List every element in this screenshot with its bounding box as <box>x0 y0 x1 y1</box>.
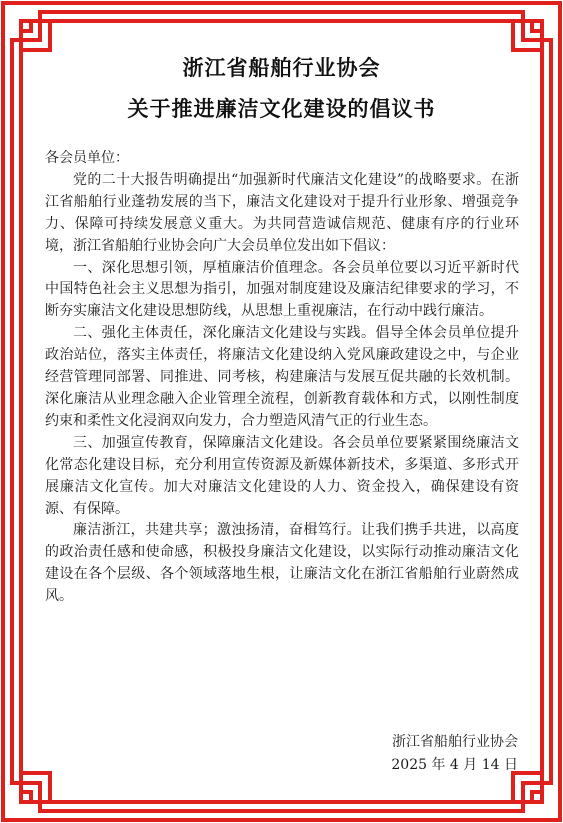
document-title-line2: 关于推进廉洁文化建设的倡议书 <box>127 96 436 121</box>
paragraph-intro: 党的二十大报告明确提出“加强新时代廉洁文化建设”的战略要求。在浙江省船舶行业蓬勃发展的当下，廉洁文化建设对于提升行业形象、增强竞争力、保障可持续发展意义重大。为共同营造诚信规范、健康有序的行业环境，浙江省船舶行业协会向广大会员单位发出如下倡议： <box>45 171 519 254</box>
paragraph-closing: 廉洁浙江，共建共享；激浊扬清，奋楫笃行。让我们携手共进，以高度的政治责任感和使命感，积极投身廉洁文化建设，以实际行动推动廉洁文化建设在各个层级、各个领域落地生根，让廉洁文化在浙江省船舶行业蔚然成风。 <box>45 522 519 605</box>
paragraph-point-3: 三、加强宣传教育，保障廉洁文化建设。各会员单位要紧紧围绕廉洁文化常态化建设目标，充分利用宣传资源及新媒体新技术，多渠道、多形式开展廉洁文化宣传。加大对廉洁文化建设的人力、资金投入，确保建设有资源、有保障。 <box>45 434 519 517</box>
document-body <box>45 148 519 608</box>
signature-date: 2025 年 4 月 14 日 <box>391 757 518 773</box>
salutation: 各会员单位： <box>45 150 129 166</box>
paragraph-point-2: 二、强化主体责任，深化廉洁文化建设与实践。倡导全体会员单位提升政治站位，落实主体责任，将廉洁文化建设纳入党风廉政建设之中，与企业经营管理同部署、同推进、同考核，构建廉洁与发展互促共融的长效机制。深化廉洁从业理念融入企业管理全流程，创新教育载体和方式，以刚性制度约束和柔性文化浸润双向发力，合力塑造风清气正的行业生态。 <box>45 325 519 429</box>
paragraph-point-1: 一、深化思想引领，厚植廉洁价值理念。各会员单位要以习近平新时代中国特色社会主义思想为指引，加强对制度建设及廉洁纪律要求的学习，不断夯实廉洁文化建设思想防线，从思想上重视廉洁，在行动中践行廉洁。 <box>45 259 519 320</box>
signature-organization: 浙江省船舶行业协会 <box>392 734 518 750</box>
document-title-line1: 浙江省船舶行业协会 <box>182 55 381 80</box>
